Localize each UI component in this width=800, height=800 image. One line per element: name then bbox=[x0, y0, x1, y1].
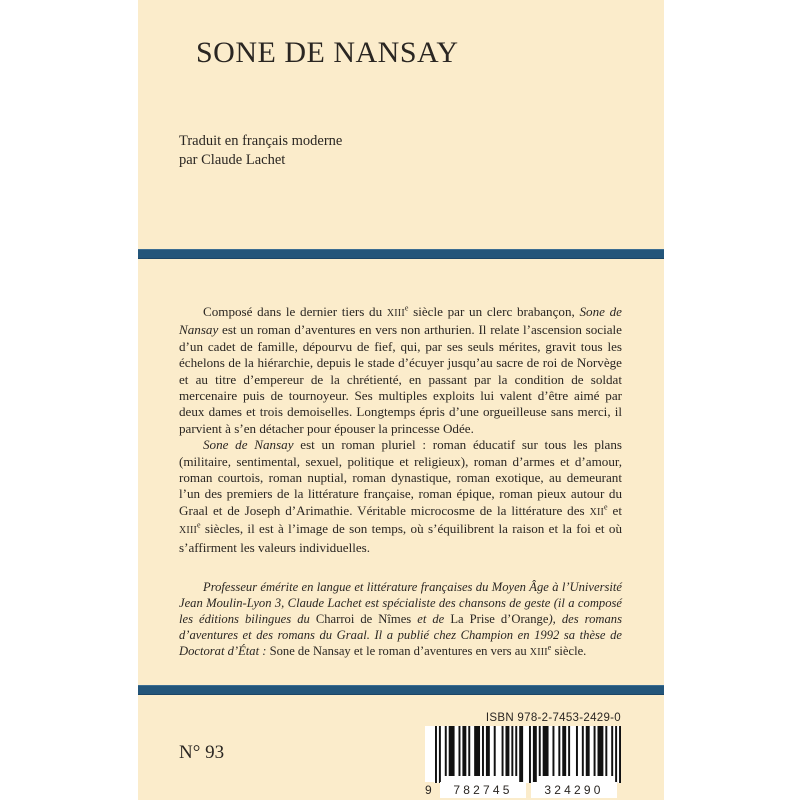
barcode-graphic bbox=[425, 726, 621, 783]
book-back-cover bbox=[138, 0, 664, 800]
translator-line-2: par Claude Lachet bbox=[179, 152, 286, 168]
barcode-bar bbox=[482, 726, 484, 776]
synopsis-paragraph-1: Composé dans le dernier tiers du XIIIe siècle par un clerc brabançon, Sone de Nansay est un roman d’aventures en vers non arthurien. Il relate l’ascension sociale d’un cadet de famille, dépourvu de fief, qui, par ses seuls mérites, gravit tous les échelons de la hiérarchie, depuis le stade d’écuyer jusqu’au sacre de roi de Norvège et au titre d’empereur de la chrétienté, en passant par la condition de soldat mercenaire puis de tournoyeur. Ses multiples exploits lui valent d’être aimé par deux dames et trois demoiselles. Longtemps épris d’une orgueilleuse sans merci, il parvient à s’en détacher pour épouser la princesse Odée. bbox=[179, 303, 622, 436]
barcode-bar bbox=[505, 726, 509, 776]
barcode-bars bbox=[425, 726, 621, 797]
barcode-bar bbox=[598, 726, 604, 776]
barcode-bar bbox=[552, 726, 554, 776]
barcode-bar bbox=[605, 726, 607, 776]
barcode-bar bbox=[519, 726, 523, 783]
barcode-bar bbox=[468, 726, 470, 776]
barcode-bar bbox=[515, 726, 517, 776]
barcode-bar bbox=[582, 726, 584, 776]
barcode-left-digits: 782745 bbox=[440, 782, 526, 798]
barcode-bar bbox=[462, 726, 466, 776]
barcode-bar bbox=[619, 726, 621, 783]
barcode-bar bbox=[435, 726, 437, 783]
barcode-bar bbox=[539, 726, 541, 776]
translator-credit bbox=[179, 132, 342, 170]
barcode-bar bbox=[445, 726, 447, 776]
translator-line-1: Traduit en français moderne bbox=[179, 133, 343, 149]
barcode-bar bbox=[586, 726, 590, 776]
author-biography bbox=[179, 580, 622, 661]
barcode-bar bbox=[568, 726, 570, 776]
book-title: SONE DE NANSAY bbox=[196, 36, 459, 69]
barcode-bar bbox=[449, 726, 455, 776]
series-number: N° 93 bbox=[179, 742, 225, 763]
barcode-bar bbox=[458, 726, 460, 776]
barcode-bar bbox=[611, 726, 613, 776]
barcode-bar bbox=[502, 726, 504, 776]
barcode-bar bbox=[474, 726, 480, 776]
barcode-bar bbox=[439, 726, 441, 783]
isbn-label: ISBN 978-2-7453-2429-0 bbox=[485, 712, 621, 724]
divider-band-top bbox=[138, 249, 664, 259]
divider-band-bottom bbox=[138, 685, 664, 695]
barcode-bar bbox=[543, 726, 549, 776]
barcode-bar bbox=[486, 726, 490, 776]
author-biography-paragraph: Professeur émérite en langue et littérature françaises du Moyen Âge à l’Université Jean Moulin-Lyon 3, Claude Lachet est spécialiste des chansons de geste (il a composé les éditions bilingues du Charroi de Nîmes et de La Prise d’Orange), des romans d’aventures et des romans du Graal. Il a publié chez Champion en 1992 sa thèse de Doctorat d’État : Sone de Nansay et le roman d’aventures en vers au XIIIe siècle. bbox=[179, 580, 622, 658]
barcode-bar bbox=[511, 726, 513, 776]
barcode-bar bbox=[558, 726, 560, 776]
barcode-bar bbox=[562, 726, 566, 776]
barcode-bar bbox=[533, 726, 537, 783]
barcode-bar bbox=[494, 726, 496, 776]
barcode-right-digits: 324290 bbox=[531, 782, 617, 798]
barcode-bar bbox=[615, 726, 617, 783]
barcode-bar bbox=[529, 726, 531, 783]
synopsis-paragraph-2: Sone de Nansay est un roman pluriel : roman éducatif sur tous les plans (militaire, sentimental, sexuel, politique et religieux), roman d’armes et d’amour, roman courtois, roman nuptial, roman dynastique, roman exotique, au demeurant l’un des premiers de la littérature française, roman épique, roman pieux autour du Graal et de Joseph d’Arimathie. Véritable microcosme de la littérature des XIIe et XIIIe siècles, il est à l’image de son temps, où s’équilibrent la raison et la foi et où s’affirment les valeurs individuelles. bbox=[179, 437, 623, 555]
barcode-bar bbox=[594, 726, 596, 776]
barcode-first-digit: 9 bbox=[425, 783, 432, 797]
isbn-barcode bbox=[425, 712, 621, 797]
synopsis bbox=[179, 304, 622, 556]
barcode-bar bbox=[576, 726, 578, 776]
